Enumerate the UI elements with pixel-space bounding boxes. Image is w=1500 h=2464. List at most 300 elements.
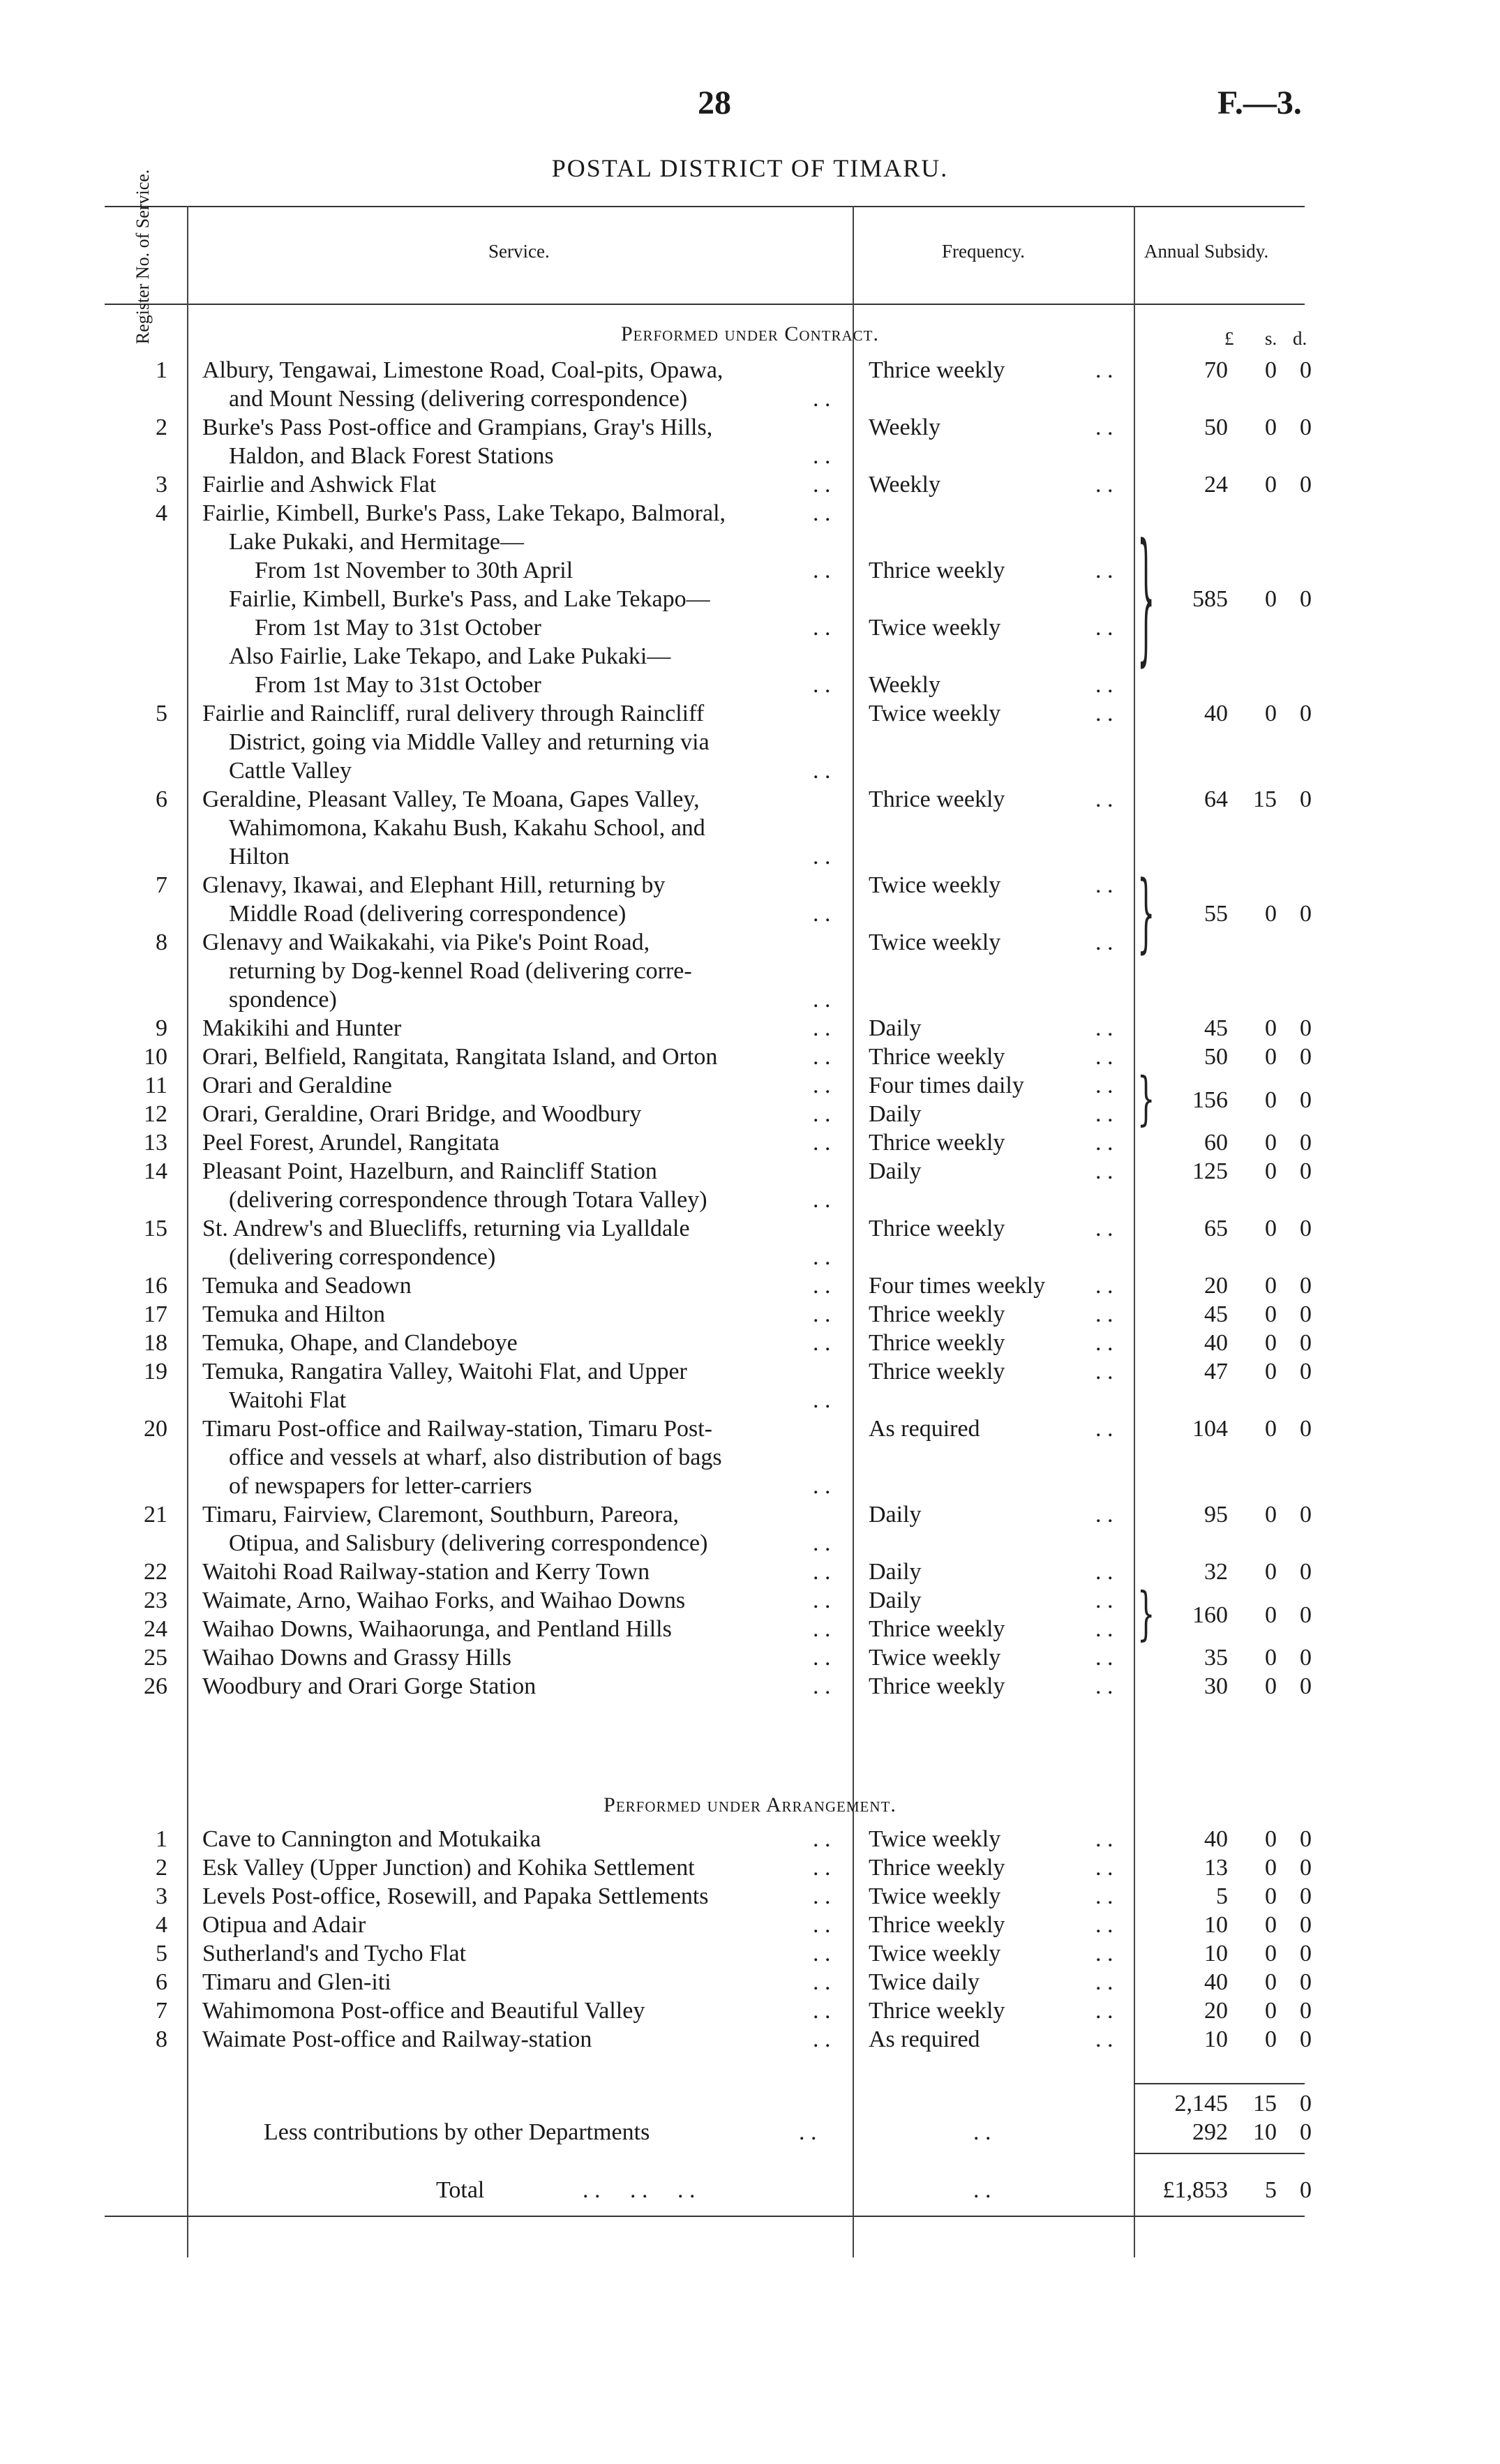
service-description: Orari, Belfield, Rangitata, Rangitata Island, and Orton [202, 1044, 718, 1070]
frequency: Twice weekly [869, 1645, 1001, 1671]
frequency: Twice weekly [869, 701, 1001, 726]
service-description: St. Andrew's and Bluecliffs, returning via Lyalldale [202, 1216, 690, 1241]
service-description: Fairlie and Ashwick Flat [202, 472, 437, 498]
amount-pounds: 5 [1216, 1883, 1228, 1909]
service-description: Woodbury and Orari Gorge Station [202, 1673, 537, 1699]
amount-pence: 0 [1300, 1855, 1312, 1881]
frequency: Daily [869, 1101, 922, 1127]
dot-leader: . . [813, 1588, 831, 1613]
service-description: Fairlie and Raincliff, rural delivery through Raincliff [202, 701, 705, 726]
dot-leader: . . [1095, 1855, 1113, 1881]
amount-pounds: 104 [1192, 1416, 1228, 1442]
service-description: Glenavy, Ikawai, and Elephant Hill, returning by [202, 872, 666, 898]
service-description: Lake Pukaki, and Hermitage— [229, 529, 524, 555]
service-description: Temuka and Hilton [202, 1301, 386, 1327]
dot-leader: . . [1095, 1616, 1113, 1642]
row-number: 5 [156, 1941, 167, 1966]
service-description: returning by Dog-kennel Road (delivering corre- [229, 958, 692, 984]
less-contributions-label: Less contributions by other Departments [264, 2119, 650, 2145]
amount-pounds: 50 [1204, 1044, 1228, 1070]
frequency: Thrice weekly [869, 1912, 1005, 1938]
subtotal-rule [1134, 2083, 1305, 2084]
amount-pounds: 60 [1204, 1130, 1228, 1156]
row-number: 16 [144, 1273, 167, 1299]
amount-pounds: 70 [1204, 357, 1228, 383]
amount-shillings: 15 [1253, 786, 1277, 812]
amount-pence: 0 [1300, 1998, 1312, 2024]
subsidy-amount [1116, 785, 1312, 814]
amount-shillings: 0 [1265, 357, 1277, 383]
amount-pounds: 65 [1204, 1216, 1228, 1241]
dot-leader: . . [813, 472, 831, 498]
dot-leader: . . [813, 1998, 831, 2024]
amount-pounds: 40 [1204, 1330, 1228, 1356]
frequency-column-header: Frequency. [942, 241, 1025, 262]
brace-bracket: } [1137, 1066, 1155, 1133]
subsidy-amount [1116, 899, 1312, 928]
service-description: Temuka, Ohape, and Clandeboye [202, 1330, 518, 1356]
subsidy-amount [1116, 1300, 1312, 1329]
total-amount: £1,853 5 0 [1162, 2177, 1312, 2203]
amount-pounds: 55 [1204, 901, 1228, 927]
amount-shillings: 0 [1265, 1130, 1277, 1156]
page-reference: F.—3. [1217, 84, 1302, 121]
frequency: Daily [869, 1559, 922, 1585]
frequency: Thrice weekly [869, 1673, 1005, 1699]
dot-leader: . . [1095, 672, 1113, 698]
dot-leader: . . [813, 500, 831, 526]
arrangement-heading: Performed under Arrangement. [603, 1793, 897, 1816]
amount-pounds: 30 [1204, 1673, 1228, 1699]
dot-leader: . . [813, 987, 831, 1013]
subsidy-amount [1116, 413, 1312, 442]
subsidy-amount [1116, 1825, 1312, 1853]
frequency: Weekly [869, 472, 940, 498]
amount-pounds: 45 [1204, 1301, 1228, 1327]
service-column-rule [853, 206, 854, 2257]
service-description: Cave to Cannington and Motukaika [202, 1826, 541, 1852]
frequency: Twice weekly [869, 872, 1001, 898]
amount-pence: 0 [1300, 1502, 1312, 1528]
dot-leader: . . [1095, 558, 1113, 583]
dot-leader: . . [813, 1473, 831, 1499]
header-bottom-rule [105, 304, 1305, 305]
dot-leader: . . [813, 386, 831, 412]
frequency: Twice weekly [869, 1826, 1001, 1852]
dot-leader: . . [1095, 1559, 1113, 1585]
dot-leader: . . [1095, 1273, 1113, 1299]
service-description: spondence) [229, 987, 337, 1013]
amount-shillings: 0 [1265, 1330, 1277, 1356]
amount-pounds: 10 [1204, 1912, 1228, 1938]
dot-leader: . . [813, 615, 831, 641]
service-description: Waimate, Arno, Waihao Forks, and Waihao Downs [202, 1588, 686, 1613]
dot-leader: . . [1095, 786, 1113, 812]
frequency: Thrice weekly [869, 1855, 1005, 1881]
service-description: Pleasant Point, Hazelburn, and Raincliff Station [202, 1158, 657, 1184]
dot-leader: . . [813, 1301, 831, 1327]
service-description: Waitohi Flat [229, 1387, 347, 1413]
service-description: Timaru and Glen-iti [202, 1969, 391, 1995]
amount-pounds: 32 [1204, 1559, 1228, 1585]
dot-leader: . . [1095, 1330, 1113, 1356]
dot-leader: . . [1095, 1969, 1113, 1995]
amount-shillings: 0 [1265, 1216, 1277, 1241]
service-description: Temuka and Seadown [202, 1273, 412, 1299]
service-description: Waihao Downs, Waihaorunga, and Pentland Hills [202, 1616, 672, 1642]
dot-leader: . . [1095, 1216, 1113, 1241]
service-description: Geraldine, Pleasant Valley, Te Moana, Gapes Valley, [202, 786, 700, 812]
amount-shillings: 0 [1265, 1015, 1277, 1041]
amount-pounds: 40 [1204, 1826, 1228, 1852]
amount-pounds: 47 [1204, 1359, 1228, 1384]
dot-leader: . . [813, 558, 831, 583]
frequency: Thrice weekly [869, 558, 1005, 583]
row-number: 19 [144, 1359, 167, 1384]
amount-pence: 0 [1300, 1941, 1312, 1966]
row-number: 8 [156, 2026, 167, 2052]
frequency: Twice weekly [869, 929, 1001, 955]
service-description: Fairlie, Kimbell, Burke's Pass, Lake Tekapo, Balmoral, [202, 500, 726, 526]
amount-pence: 0 [1300, 357, 1312, 383]
amount-shillings: 0 [1265, 1883, 1277, 1909]
dot-leader: . . [813, 1883, 831, 1909]
amount-pence: 0 [1300, 1130, 1312, 1156]
amount-pounds: 24 [1204, 472, 1228, 498]
dot-leader: . . [813, 1826, 831, 1852]
amount-pence: 0 [1300, 786, 1312, 812]
dot-leader: . . [813, 1941, 831, 1966]
service-description: Glenavy and Waikakahi, via Pike's Point Road, [202, 929, 650, 955]
amount-shillings: 0 [1265, 1855, 1277, 1881]
service-description: Otipua, and Salisbury (delivering correspondence) [229, 1530, 708, 1556]
amount-pounds: 10 [1204, 2026, 1228, 2052]
frequency: Thrice weekly [869, 1998, 1005, 2024]
amount-shillings: 0 [1265, 1273, 1277, 1299]
dot-leader: . . [813, 1912, 831, 1938]
amount-shillings: 0 [1265, 701, 1277, 726]
service-description: Esk Valley (Upper Junction) and Kohika Settlement [202, 1855, 695, 1881]
dot-leader: . . [1095, 2026, 1113, 2052]
subsidy-amount [1116, 356, 1312, 384]
amount-pounds: 13 [1204, 1855, 1228, 1881]
subsidy-amount [1116, 699, 1312, 728]
dot-leader: . . [1095, 1883, 1113, 1909]
frequency: Twice weekly [869, 1941, 1001, 1966]
service-description: Fairlie, Kimbell, Burke's Pass, and Lake Tekapo— [229, 586, 710, 612]
service-description: Waimate Post-office and Railway-station [202, 2026, 592, 2052]
service-description: Burke's Pass Post-office and Grampians, Gray's Hills, [202, 415, 713, 440]
frequency: Thrice weekly [869, 1330, 1005, 1356]
service-description: Wahimomona, Kakahu Bush, Kakahu School, and [229, 815, 705, 841]
row-number: 17 [144, 1301, 167, 1327]
amount-pence: 0 [1300, 1216, 1312, 1241]
frequency: Twice weekly [869, 1883, 1001, 1909]
service-description: Levels Post-office, Rosewill, and Papaka Settlements [202, 1883, 709, 1909]
subsidy-amount [1116, 2025, 1312, 2054]
frequency: Four times weekly [869, 1273, 1046, 1299]
amount-pence: 0 [1300, 1330, 1312, 1356]
service-description: From 1st May to 31st October [255, 672, 541, 698]
dot-leader: . . [1095, 701, 1113, 726]
row-number: 24 [144, 1616, 167, 1642]
row-number: 11 [144, 1073, 167, 1098]
service-description: Timaru Post-office and Railway-station, Timaru Post- [202, 1416, 712, 1442]
row-number: 1 [156, 357, 167, 383]
frequency: Twice weekly [869, 615, 1001, 641]
dot-leader: . . [813, 1330, 831, 1356]
dot-leader: . . [813, 1387, 831, 1413]
dot-leader: . . [1095, 1998, 1113, 2024]
row-number: 26 [144, 1673, 167, 1699]
service-description: Hilton [229, 844, 290, 869]
service-column-header: Service. [488, 241, 550, 262]
service-description: of newspapers for letter-carriers [229, 1473, 532, 1499]
service-description: Waihao Downs and Grassy Hills [202, 1645, 511, 1671]
amount-pence: 0 [1300, 701, 1312, 726]
service-description: Albury, Tengawai, Limestone Road, Coal-pits, Opawa, [202, 357, 723, 383]
table-bottom-rule [105, 2216, 1305, 2217]
amount-pounds: 35 [1204, 1645, 1228, 1671]
amount-shillings: 0 [1265, 1602, 1277, 1628]
row-number: 14 [144, 1158, 167, 1184]
amount-shillings: 0 [1265, 1559, 1277, 1585]
frequency: Daily [869, 1588, 922, 1613]
dot-leader: . . [1095, 1359, 1113, 1384]
subsidy-amount [1116, 1357, 1312, 1386]
service-description: Wahimomona Post-office and Beautiful Valley [202, 1998, 645, 2024]
dot-leader: . . [813, 1073, 831, 1098]
row-number: 15 [144, 1216, 167, 1241]
amount-pence: 0 [1300, 586, 1312, 612]
service-description: Waitohi Road Railway-station and Kerry Town [202, 1559, 650, 1585]
dot-leader: . . [973, 2119, 991, 2145]
shillings-symbol: s. [1265, 328, 1277, 349]
amount-pence: 0 [1300, 1301, 1312, 1327]
service-description: Otipua and Adair [202, 1912, 366, 1938]
row-number: 23 [144, 1588, 167, 1613]
frequency: Thrice weekly [869, 1130, 1005, 1156]
amount-pence: 0 [1300, 1044, 1312, 1070]
row-number: 8 [156, 929, 167, 955]
amount-shillings: 0 [1265, 1969, 1277, 1995]
row-number: 22 [144, 1559, 167, 1585]
brace-bracket: } [1137, 1581, 1155, 1648]
row-number: 7 [156, 872, 167, 898]
service-description: From 1st November to 30th April [255, 558, 573, 583]
row-number: 12 [144, 1101, 167, 1127]
service-description: Temuka, Rangatira Valley, Waitohi Flat, and Upper [202, 1359, 687, 1384]
row-number: 7 [156, 1998, 167, 2024]
subsidy-amount [1116, 1911, 1312, 1939]
dot-leader: . . [813, 1559, 831, 1585]
dot-leader: . . [813, 1530, 831, 1556]
frequency: Daily [869, 1015, 922, 1041]
amount-shillings: 0 [1265, 1645, 1277, 1671]
dot-leader: . . [813, 1187, 831, 1213]
frequency: Thrice weekly [869, 1301, 1005, 1327]
dot-leader: . . [1095, 1044, 1113, 1070]
frequency: Thrice weekly [869, 357, 1005, 383]
total-label: Total [436, 2177, 485, 2203]
amount-pence: 0 [1300, 1969, 1312, 1995]
amount-pence: 0 [1300, 1912, 1312, 1938]
service-description: Peel Forest, Arundel, Rangitata [202, 1130, 500, 1156]
service-description: Timaru, Fairview, Claremont, Southburn, Pareora, [202, 1502, 680, 1528]
amount-shillings: 0 [1265, 472, 1277, 498]
row-number: 21 [144, 1502, 167, 1528]
subsidy-amount [1116, 1996, 1312, 2025]
row-number: 2 [156, 1855, 167, 1881]
amount-pounds: 64 [1204, 786, 1228, 812]
amount-pence: 0 [1300, 1826, 1312, 1852]
amount-pounds: 50 [1204, 415, 1228, 440]
dot-leader: . . [813, 758, 831, 784]
frequency: Four times daily [869, 1073, 1024, 1098]
dot-leader: . . [1095, 415, 1113, 440]
amount-pence: 0 [1300, 1273, 1312, 1299]
subsidy-amount [1116, 1882, 1312, 1911]
dot-leader: . . [1095, 1588, 1113, 1613]
subsidy-amount [1116, 1414, 1312, 1443]
amount-pounds: 20 [1204, 1273, 1228, 1299]
dot-leader: . . [813, 2026, 831, 2052]
dot-leader: . . [1095, 1015, 1113, 1041]
dot-leader: . . [813, 901, 831, 927]
subsidy-amount [1116, 1214, 1312, 1243]
dot-leader: . . [1095, 1301, 1113, 1327]
dot-leader: . . [1095, 1912, 1113, 1938]
frequency: Weekly [869, 672, 940, 698]
subtotal-amount: 2,145 15 0 [1174, 2091, 1312, 2116]
amount-pence: 0 [1300, 1416, 1312, 1442]
dot-leader: . . [1095, 1416, 1113, 1442]
service-description: (delivering correspondence through Totara Valley) [229, 1187, 707, 1213]
pounds-symbol: £ [1224, 328, 1234, 349]
dot-leader: . . [1095, 1645, 1113, 1671]
frequency: Thrice weekly [869, 1216, 1005, 1241]
service-description: Cattle Valley [229, 758, 352, 784]
row-number: 3 [156, 1883, 167, 1909]
service-description: (delivering correspondence) [229, 1244, 496, 1270]
amount-pence: 0 [1300, 1559, 1312, 1585]
row-number: 5 [156, 701, 167, 726]
frequency: Daily [869, 1502, 922, 1528]
row-number: 3 [156, 472, 167, 498]
amount-shillings: 0 [1265, 1301, 1277, 1327]
frequency: Thrice weekly [869, 1044, 1005, 1070]
dot-leader: . . [973, 2177, 991, 2203]
dot-leader: . . [813, 1673, 831, 1699]
frequency: Thrice weekly [869, 1359, 1005, 1384]
amount-shillings: 0 [1265, 1044, 1277, 1070]
subsidy-amount [1116, 1968, 1312, 1996]
dot-leader: . . [813, 443, 831, 469]
brace-bracket: } [1137, 516, 1155, 682]
dot-leader: . . . . . . [583, 2177, 696, 2203]
page-number: 28 [698, 84, 731, 121]
contract-heading: Performed under Contract. [620, 322, 880, 345]
amount-pounds: 20 [1204, 1998, 1228, 2024]
dot-leader: . . [813, 1969, 831, 1995]
register-column-rule [187, 206, 188, 2257]
subsidy-column-header: Annual Subsidy. [1144, 241, 1269, 262]
dot-leader: . . [1095, 472, 1113, 498]
amount-pounds: 10 [1204, 1941, 1228, 1966]
frequency: As required [869, 1416, 980, 1442]
row-number: 1 [156, 1826, 167, 1852]
dot-leader: . . [813, 1273, 831, 1299]
dot-leader: . . [799, 2119, 817, 2145]
dot-leader: . . [813, 844, 831, 869]
amount-pounds: 95 [1204, 1502, 1228, 1528]
less-contributions-amount: 292 10 0 [1192, 2119, 1312, 2145]
row-number: 6 [156, 1969, 167, 1995]
dot-leader: . . [1095, 929, 1113, 955]
pence-symbol: d. [1293, 328, 1307, 349]
frequency: Twice daily [869, 1969, 980, 1995]
amount-shillings: 0 [1265, 586, 1277, 612]
row-number: 9 [156, 1015, 167, 1041]
service-description: office and vessels at wharf, also distribution of bags [229, 1444, 722, 1470]
amount-shillings: 0 [1265, 1826, 1277, 1852]
dot-leader: . . [1095, 1673, 1113, 1699]
service-description: Middle Road (delivering correspondence) [229, 901, 627, 927]
frequency: Thrice weekly [869, 786, 1005, 812]
register-column-header: Register No. of Service. [133, 169, 153, 344]
amount-pence: 0 [1300, 1015, 1312, 1041]
header-top-rule [105, 206, 1305, 207]
service-description: Makikihi and Hunter [202, 1015, 402, 1041]
dot-leader: . . [813, 672, 831, 698]
amount-pounds: 585 [1192, 586, 1228, 612]
amount-pence: 0 [1300, 1158, 1312, 1184]
dot-leader: . . [1095, 1826, 1113, 1852]
amount-shillings: 0 [1265, 415, 1277, 440]
row-number: 4 [156, 1912, 167, 1938]
service-description: and Mount Nessing (delivering correspondence) [229, 386, 688, 412]
total-rule [1134, 2153, 1305, 2154]
amount-pence: 0 [1300, 1087, 1312, 1113]
row-number: 10 [144, 1044, 167, 1070]
dot-leader: . . [1095, 1941, 1113, 1966]
amount-pence: 0 [1300, 901, 1312, 927]
amount-pounds: 40 [1204, 701, 1228, 726]
row-number: 6 [156, 786, 167, 812]
dot-leader: . . [813, 1130, 831, 1156]
subsidy-amount [1116, 1157, 1312, 1186]
dot-leader: . . [1095, 872, 1113, 898]
amount-pounds: 160 [1192, 1602, 1228, 1628]
amount-shillings: 0 [1265, 1673, 1277, 1699]
amount-shillings: 0 [1265, 1087, 1277, 1113]
dot-leader: . . [1095, 1073, 1113, 1098]
frequency: As required [869, 2026, 980, 2052]
amount-shillings: 0 [1265, 1416, 1277, 1442]
dot-leader: . . [813, 1616, 831, 1642]
dot-leader: . . [1095, 615, 1113, 641]
subsidy-amount [1116, 470, 1312, 499]
dot-leader: . . [1095, 1130, 1113, 1156]
subsidy-amount [1116, 1939, 1312, 1968]
amount-pounds: 45 [1204, 1015, 1228, 1041]
dot-leader: . . [813, 1244, 831, 1270]
frequency: Daily [869, 1158, 922, 1184]
subsidy-amount [1116, 1271, 1312, 1300]
dot-leader: . . [813, 1855, 831, 1881]
service-description: From 1st May to 31st October [255, 615, 541, 641]
dot-leader: . . [1095, 1101, 1113, 1127]
